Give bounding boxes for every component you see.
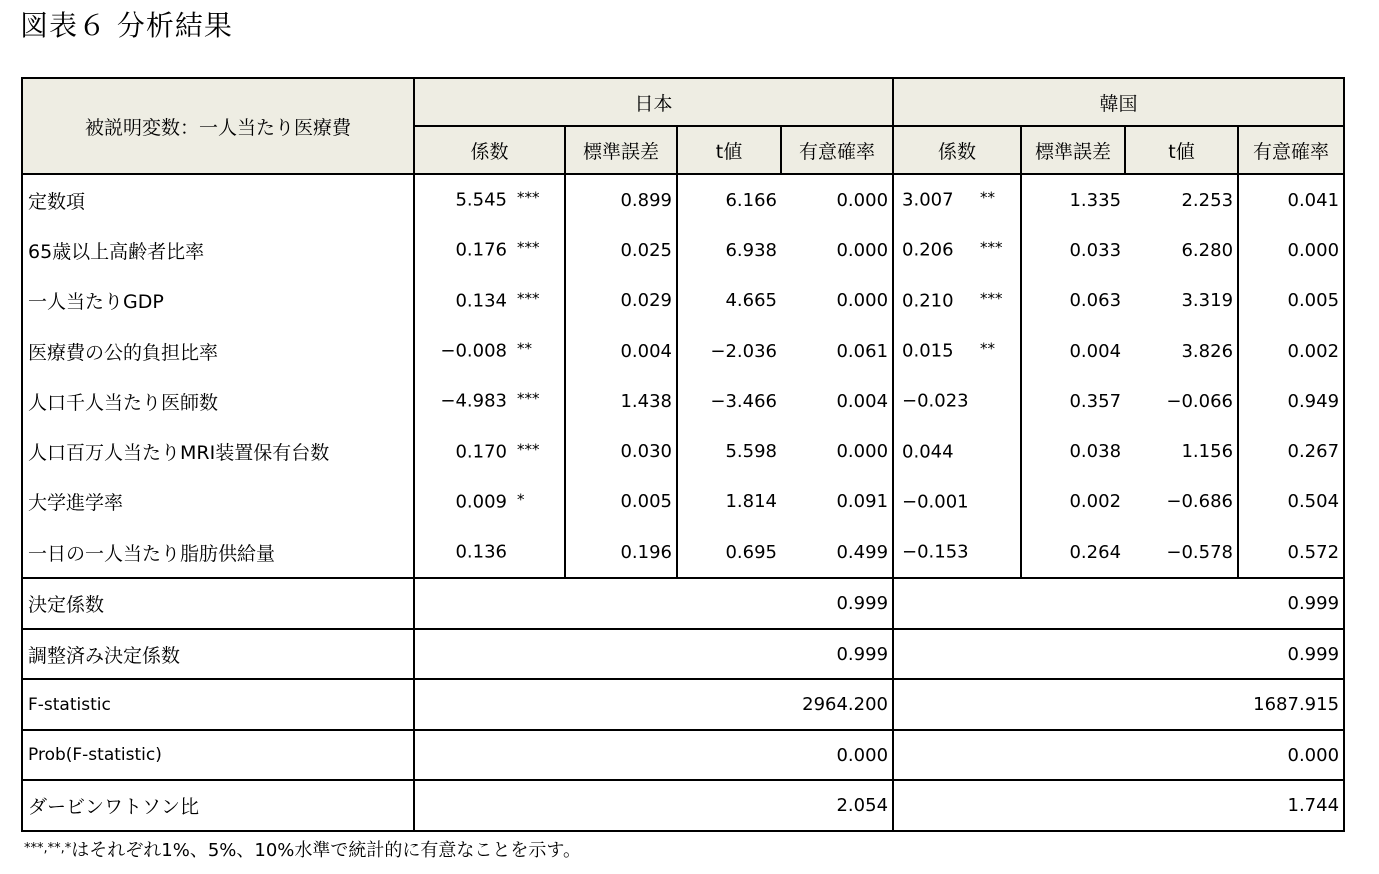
japan-coef: 0.136 xyxy=(455,541,507,563)
japan-t: −2.036 xyxy=(710,340,777,362)
korea-significance-stars: *** xyxy=(980,289,1003,308)
korea-coef-cell xyxy=(893,174,1021,225)
column-header-t: t値 xyxy=(1125,126,1238,174)
stat-label: 決定係数 xyxy=(22,578,414,629)
table-row xyxy=(22,326,1344,376)
korea-t: −0.578 xyxy=(1125,527,1238,578)
korea-coef-cell xyxy=(893,326,1021,376)
variable-label: 一人当たりGDP xyxy=(22,276,414,326)
korea-se: 0.038 xyxy=(1069,441,1122,463)
japan-se: 0.004 xyxy=(565,326,677,376)
korea-p: 0.000 xyxy=(1238,225,1344,275)
korea-coef-cell xyxy=(893,426,1021,476)
footnote-stars: ***,**,* xyxy=(24,841,72,856)
japan-stat-value: 2.054 xyxy=(414,780,893,831)
korea-stat-value: 1687.915 xyxy=(893,679,1344,730)
japan-coef-cell xyxy=(414,225,565,275)
japan-se: 0.899 xyxy=(565,174,677,225)
japan-t: 1.814 xyxy=(725,491,777,513)
japan-p: 0.000 xyxy=(781,225,893,275)
korea-se: 1.335 xyxy=(1069,189,1122,211)
stat-label: F-statistic xyxy=(22,679,414,730)
korea-significance-stars: ** xyxy=(980,188,996,207)
japan-significance-stars: *** xyxy=(517,389,540,408)
japan-significance-stars: *** xyxy=(517,439,540,458)
japan-significance-stars: *** xyxy=(517,289,540,308)
japan-coef-cell xyxy=(414,276,565,326)
japan-stat-value: 0.999 xyxy=(414,629,893,680)
japan-p: 0.004 xyxy=(781,376,893,426)
korea-se: 0.357 xyxy=(1069,390,1122,412)
korea-se: 0.004 xyxy=(1069,340,1122,362)
japan-coef-cell xyxy=(414,376,565,426)
dependent-variable-header: 被説明変数：一人当たり医療費 xyxy=(22,78,414,174)
japan-coef-cell xyxy=(414,527,565,578)
table-row xyxy=(22,276,1344,326)
japan-coef-cell xyxy=(414,326,565,376)
korea-coef: −0.153 xyxy=(902,541,969,563)
variable-label: 大学進学率 xyxy=(22,477,414,527)
korea-coef: −0.023 xyxy=(902,390,969,412)
japan-coef-cell xyxy=(414,477,565,527)
japan-coef-cell xyxy=(414,426,565,476)
japan-p: 0.000 xyxy=(781,426,893,476)
table-row xyxy=(22,376,1344,426)
japan-coef: −4.983 xyxy=(440,390,507,412)
stat-label: Prob(F-statistic) xyxy=(22,730,414,781)
japan-se: 0.196 xyxy=(565,527,677,578)
japan-se: 1.438 xyxy=(565,376,677,426)
korea-coef: 0.206 xyxy=(902,239,954,261)
korea-coef-cell xyxy=(893,527,1021,578)
japan-stat-value: 0.999 xyxy=(414,578,893,629)
country-header-korea: 韓国 xyxy=(893,78,1344,126)
korea-coef-cell xyxy=(893,376,1021,426)
japan-p: 0.000 xyxy=(781,276,893,326)
korea-t: −0.686 xyxy=(1125,477,1238,527)
korea-t: 1.156 xyxy=(1125,426,1238,476)
table-row xyxy=(22,477,1344,527)
footnote xyxy=(24,837,581,863)
japan-se: 0.005 xyxy=(565,477,677,527)
stats-row xyxy=(22,578,1344,629)
japan-t: 4.665 xyxy=(725,290,777,312)
japan-coef: 0.134 xyxy=(455,290,507,312)
japan-significance-stars: * xyxy=(517,490,525,509)
statistics-body xyxy=(22,578,1344,831)
japan-stat-value: 0.000 xyxy=(414,730,893,781)
japan-se: 0.030 xyxy=(565,426,677,476)
korea-stat-value: 1.744 xyxy=(893,780,1344,831)
japan-coef: 0.170 xyxy=(455,441,507,463)
japan-p: 0.061 xyxy=(781,326,893,376)
column-header-p: 有意確率 xyxy=(1238,126,1344,174)
korea-p: 0.002 xyxy=(1238,326,1344,376)
korea-coef-cell xyxy=(893,276,1021,326)
country-header-japan: 日本 xyxy=(414,78,893,126)
japan-coef: 0.009 xyxy=(455,491,507,513)
table-header xyxy=(22,78,1344,174)
variable-label: 一日の一人当たり脂肪供給量 xyxy=(22,527,414,578)
table-row xyxy=(22,527,1344,578)
japan-p: 0.000 xyxy=(781,174,893,225)
variable-label: 人口千人当たり医師数 xyxy=(22,376,414,426)
korea-se: 0.264 xyxy=(1021,527,1125,578)
japan-coef: −0.008 xyxy=(440,340,507,362)
korea-p: 0.572 xyxy=(1238,527,1344,578)
stats-row xyxy=(22,629,1344,680)
table-row xyxy=(22,426,1344,476)
korea-significance-stars: *** xyxy=(980,238,1003,257)
column-header-coef: 係数 xyxy=(893,126,1021,174)
korea-coef: 0.210 xyxy=(902,290,954,312)
variable-label: 定数項 xyxy=(22,174,414,225)
column-header-t: t値 xyxy=(677,126,781,174)
japan-p: 0.091 xyxy=(781,477,893,527)
korea-se: 0.033 xyxy=(1069,239,1122,261)
footnote-text: はそれぞれ1%、5%、10%水準で統計的に有意なことを示す。 xyxy=(71,840,581,861)
variables-body xyxy=(22,174,1344,578)
korea-coef: 0.044 xyxy=(902,441,954,463)
korea-coef: −0.001 xyxy=(902,491,969,513)
korea-t: 6.280 xyxy=(1125,225,1238,275)
stats-row xyxy=(22,679,1344,730)
korea-t: 3.826 xyxy=(1125,326,1238,376)
korea-stat-value: 0.999 xyxy=(893,629,1344,680)
korea-stat-value: 0.999 xyxy=(893,578,1344,629)
japan-significance-stars: *** xyxy=(517,188,540,207)
korea-se: 0.002 xyxy=(1069,491,1122,513)
japan-significance-stars: *** xyxy=(517,238,540,257)
korea-t: 2.253 xyxy=(1125,174,1238,225)
japan-t: −3.466 xyxy=(710,390,777,412)
korea-coef-cell xyxy=(893,477,1021,527)
korea-coef: 3.007 xyxy=(902,189,954,211)
korea-coef: 0.015 xyxy=(902,340,954,362)
stat-label: ダービンワトソン比 xyxy=(22,780,414,831)
japan-t: 5.598 xyxy=(725,441,777,463)
korea-stat-value: 0.000 xyxy=(893,730,1344,781)
japan-coef: 5.545 xyxy=(455,189,507,211)
korea-p: 0.267 xyxy=(1238,426,1344,476)
japan-coef-cell xyxy=(414,174,565,225)
table-row xyxy=(22,174,1344,225)
korea-p: 0.041 xyxy=(1238,174,1344,225)
regression-results-table xyxy=(21,77,1345,832)
korea-se: 0.063 xyxy=(1069,290,1122,312)
stats-row xyxy=(22,780,1344,831)
korea-p: 0.504 xyxy=(1238,477,1344,527)
japan-t: 6.938 xyxy=(725,239,777,261)
korea-coef-cell xyxy=(893,225,1021,275)
korea-t: 3.319 xyxy=(1125,276,1238,326)
column-header-p: 有意確率 xyxy=(781,126,893,174)
japan-t: 0.695 xyxy=(677,527,781,578)
korea-significance-stars: ** xyxy=(980,339,996,358)
japan-se: 0.029 xyxy=(565,276,677,326)
japan-p: 0.499 xyxy=(781,527,893,578)
japan-t: 6.166 xyxy=(725,189,777,211)
column-header-se: 標準誤差 xyxy=(1021,126,1125,174)
korea-t: −0.066 xyxy=(1125,376,1238,426)
variable-label: 65歳以上高齢者比率 xyxy=(22,225,414,275)
stat-label: 調整済み決定係数 xyxy=(22,629,414,680)
stats-row xyxy=(22,730,1344,781)
figure-title: 図表６ 分析結果 xyxy=(20,9,233,42)
table-row xyxy=(22,225,1344,275)
japan-stat-value: 2964.200 xyxy=(414,679,893,730)
korea-p: 0.005 xyxy=(1238,276,1344,326)
korea-p: 0.949 xyxy=(1238,376,1344,426)
column-header-coef: 係数 xyxy=(414,126,565,174)
column-header-se: 標準誤差 xyxy=(565,126,677,174)
japan-se: 0.025 xyxy=(565,225,677,275)
variable-label: 医療費の公的負担比率 xyxy=(22,326,414,376)
japan-coef: 0.176 xyxy=(455,239,507,261)
variable-label: 人口百万人当たりMRI装置保有台数 xyxy=(22,426,414,476)
japan-significance-stars: ** xyxy=(517,339,532,358)
